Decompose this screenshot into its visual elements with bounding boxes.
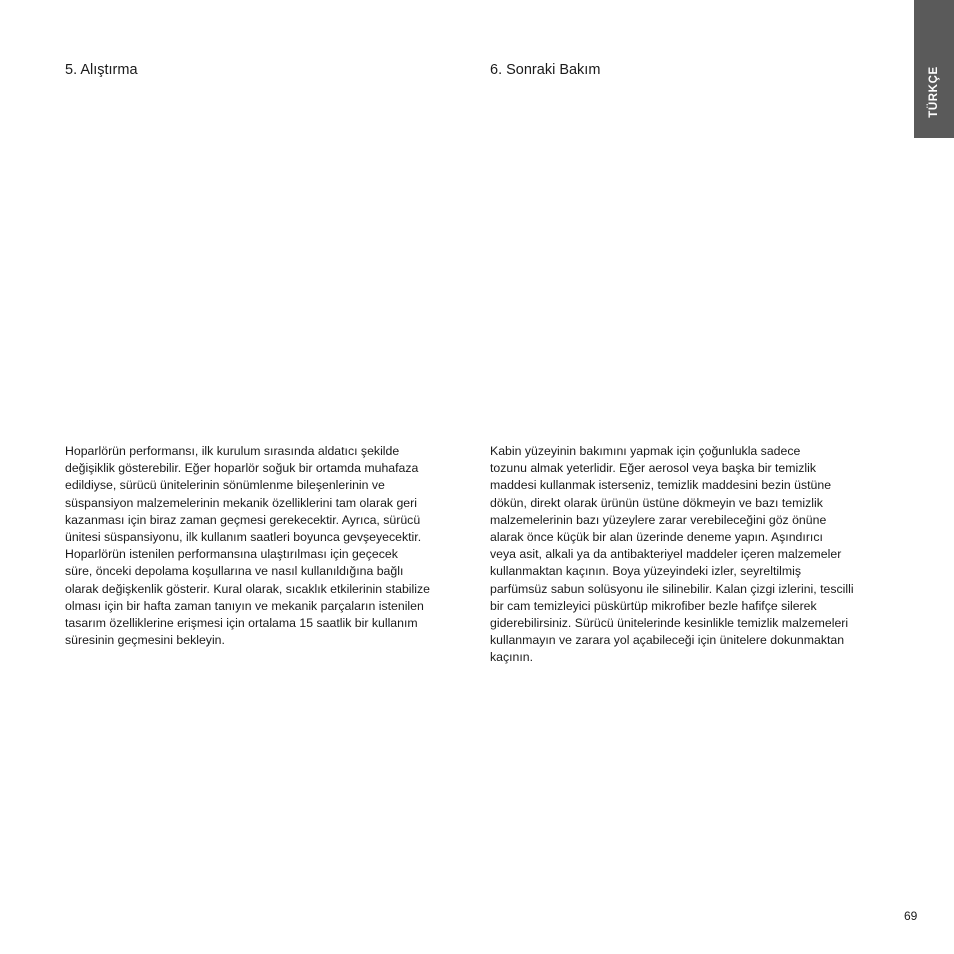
paragraph-line: edildiyse, sürücü ünitelerinin sönümlenme bileşenlerinin ve: [65, 478, 385, 493]
paragraph-line: tasarım özelliklerine erişmesi için ortalama 15 saatlik bir kullanım: [65, 616, 418, 631]
paragraph-line: kazanması için biraz zaman geçmesi gerekecektir. Ayrıca, sürücü: [65, 512, 421, 527]
paragraph-line: malzemelerinin bazı yüzeylere zarar verebileceğini göz önüne: [490, 512, 827, 527]
paragraph-line: Hoparlörün performansı, ilk kurulum sırasında aldatıcı şekilde: [65, 444, 400, 458]
paragraph-line: kaçının.: [490, 650, 534, 665]
paragraph-line: alarak önce küçük bir alan üzerinde deneme yapın. Aşındırıcı: [490, 530, 823, 545]
paragraph-line: süre, önceki depolama koşullarına ve nasıl kullanıldığına bağlı: [65, 564, 404, 579]
paragraph-line: olması için bir hafta zaman tanıyın ve mekanik parçaların istenilen: [65, 598, 424, 613]
paragraph-line: ünitesi süspansiyonu, ilk kullanım saatleri boyunca gevşeyecektir.: [65, 530, 422, 545]
paragraph-line: parfümsüz sabun solüsyonu ile silinebilir. Kalan çizgi izlerini, tescilli: [490, 581, 854, 596]
paragraph-line: bir cam temizleyici püskürtüp mikrofiber bezle hafifçe silerek: [490, 598, 817, 613]
paragraph-line: tozunu almak yeterlidir. Eğer aerosol veya başka bir temizlik: [490, 461, 817, 476]
paragraph-line: süspansiyon malzemelerinin mekanik özelliklerini tam olarak geri: [65, 495, 417, 510]
paragraph-line: dökün, direkt olarak ürünün üstüne dökmeyin ve bazı temizlik: [490, 495, 823, 510]
section-heading-break-in: 5. Alıştırma: [65, 62, 138, 78]
paragraph-line: kullanmaktan kaçının. Boya yüzeyindeki izler, seyreltilmiş: [490, 564, 801, 579]
paragraph-line: süresinin geçmesini bekleyin.: [65, 633, 225, 648]
language-tab: [914, 0, 954, 138]
maintenance-paragraph: [490, 443, 892, 667]
page-number: 69: [904, 909, 918, 923]
paragraph-line: değişiklik gösterebilir. Eğer hoparlör soğuk bir ortamda muhafaza: [65, 461, 419, 476]
section-heading-maintenance: 6. Sonraki Bakım: [490, 62, 601, 78]
language-tab-label: TÜRKÇE: [928, 66, 940, 118]
paragraph-line: giderebilirsiniz. Sürücü ünitelerinde kesinlikle temizlik malzemeleri: [490, 616, 849, 631]
paragraph-line: maddesi kullanmak isterseniz, temizlik maddesini bezin üstüne: [490, 478, 832, 493]
paragraph-line: Kabin yüzeyinin bakımını yapmak için çoğunlukla sadece: [490, 444, 801, 458]
paragraph-line: olarak değişkenlik gösterir. Kural olarak, sıcaklık etkilerinin stabilize: [65, 581, 430, 596]
paragraph-line: kullanmayın ve zarara yol açabileceği için ünitelere dokunmaktan: [490, 633, 845, 648]
paragraph-line: veya asit, alkali ya da antibakteriyel maddeler içeren malzemeler: [490, 547, 842, 562]
paragraph-line: Hoparlörün istenilen performansına ulaştırılması için geçecek: [65, 547, 398, 562]
break-in-paragraph: [65, 443, 467, 649]
